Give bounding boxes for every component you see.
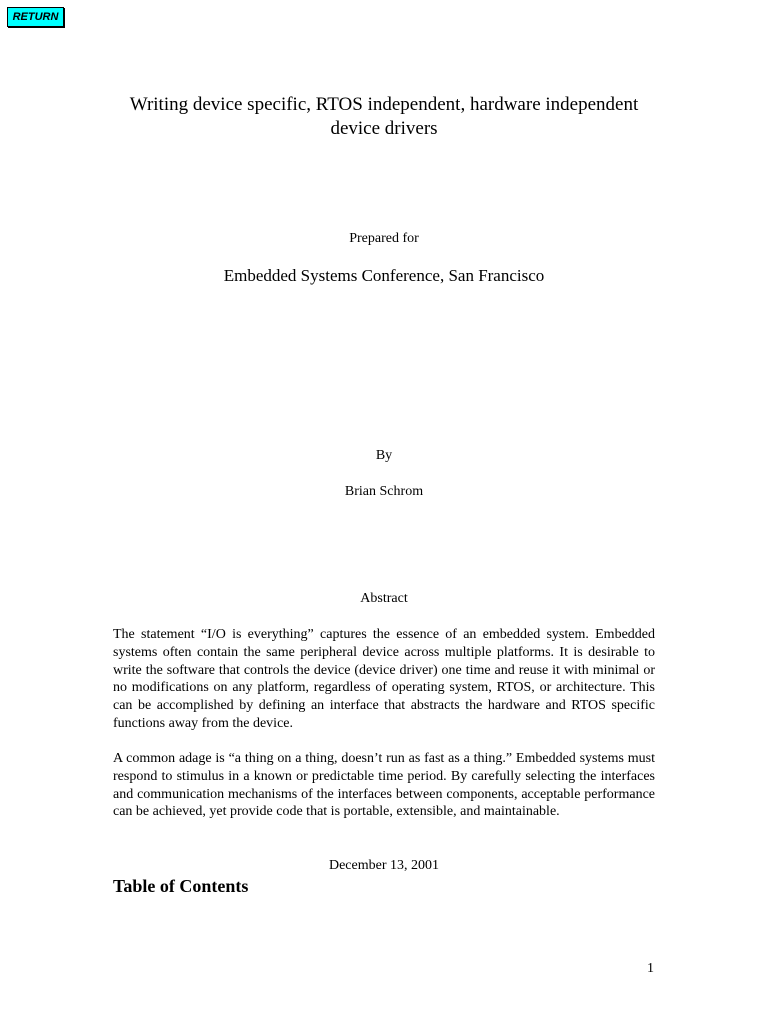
abstract-paragraph-2: A common adage is “a thing on a thing, doesn’t run as fast as a thing.” Embedded systems must respond to stimulus in a known or predictable time period. By carefully selecting the interfaces and communication mechanisms of the interfaces between components, acceptable performance can be achieved, yet provide code that is portable, extensible, and maintainable. bbox=[113, 751, 655, 820]
table-of-contents-heading: Table of Contents bbox=[113, 876, 249, 896]
abstract-heading: Abstract bbox=[360, 591, 408, 606]
title-line-2: device drivers bbox=[330, 118, 438, 139]
prepared-for-label: Prepared for bbox=[349, 231, 419, 246]
abstract-paragraph-1: The statement “I/O is everything” captures the essence of an embedded system. Embedded systems often contain the same peripheral device across multiple platforms. It is desirable to write the software that controls the device (device driver) one time and reuse it with minimal or no modifications on any platform, regardless of operating system, RTOS, or architecture. This can be accomplished by defining an interface that abstracts the hardware and RTOS specific functions away from the device. bbox=[113, 627, 655, 731]
author-name: Brian Schrom bbox=[344, 484, 424, 499]
document-date: December 13, 2001 bbox=[328, 858, 440, 873]
by-label: By bbox=[375, 448, 393, 463]
title-line-1: Writing device specific, RTOS independent, hardware independent bbox=[129, 94, 639, 115]
page-number: 1 bbox=[647, 961, 654, 976]
return-button[interactable]: RETURN bbox=[7, 7, 64, 27]
conference-name: Embedded Systems Conference, San Francisco bbox=[223, 266, 545, 285]
document-title bbox=[0, 93, 768, 141]
